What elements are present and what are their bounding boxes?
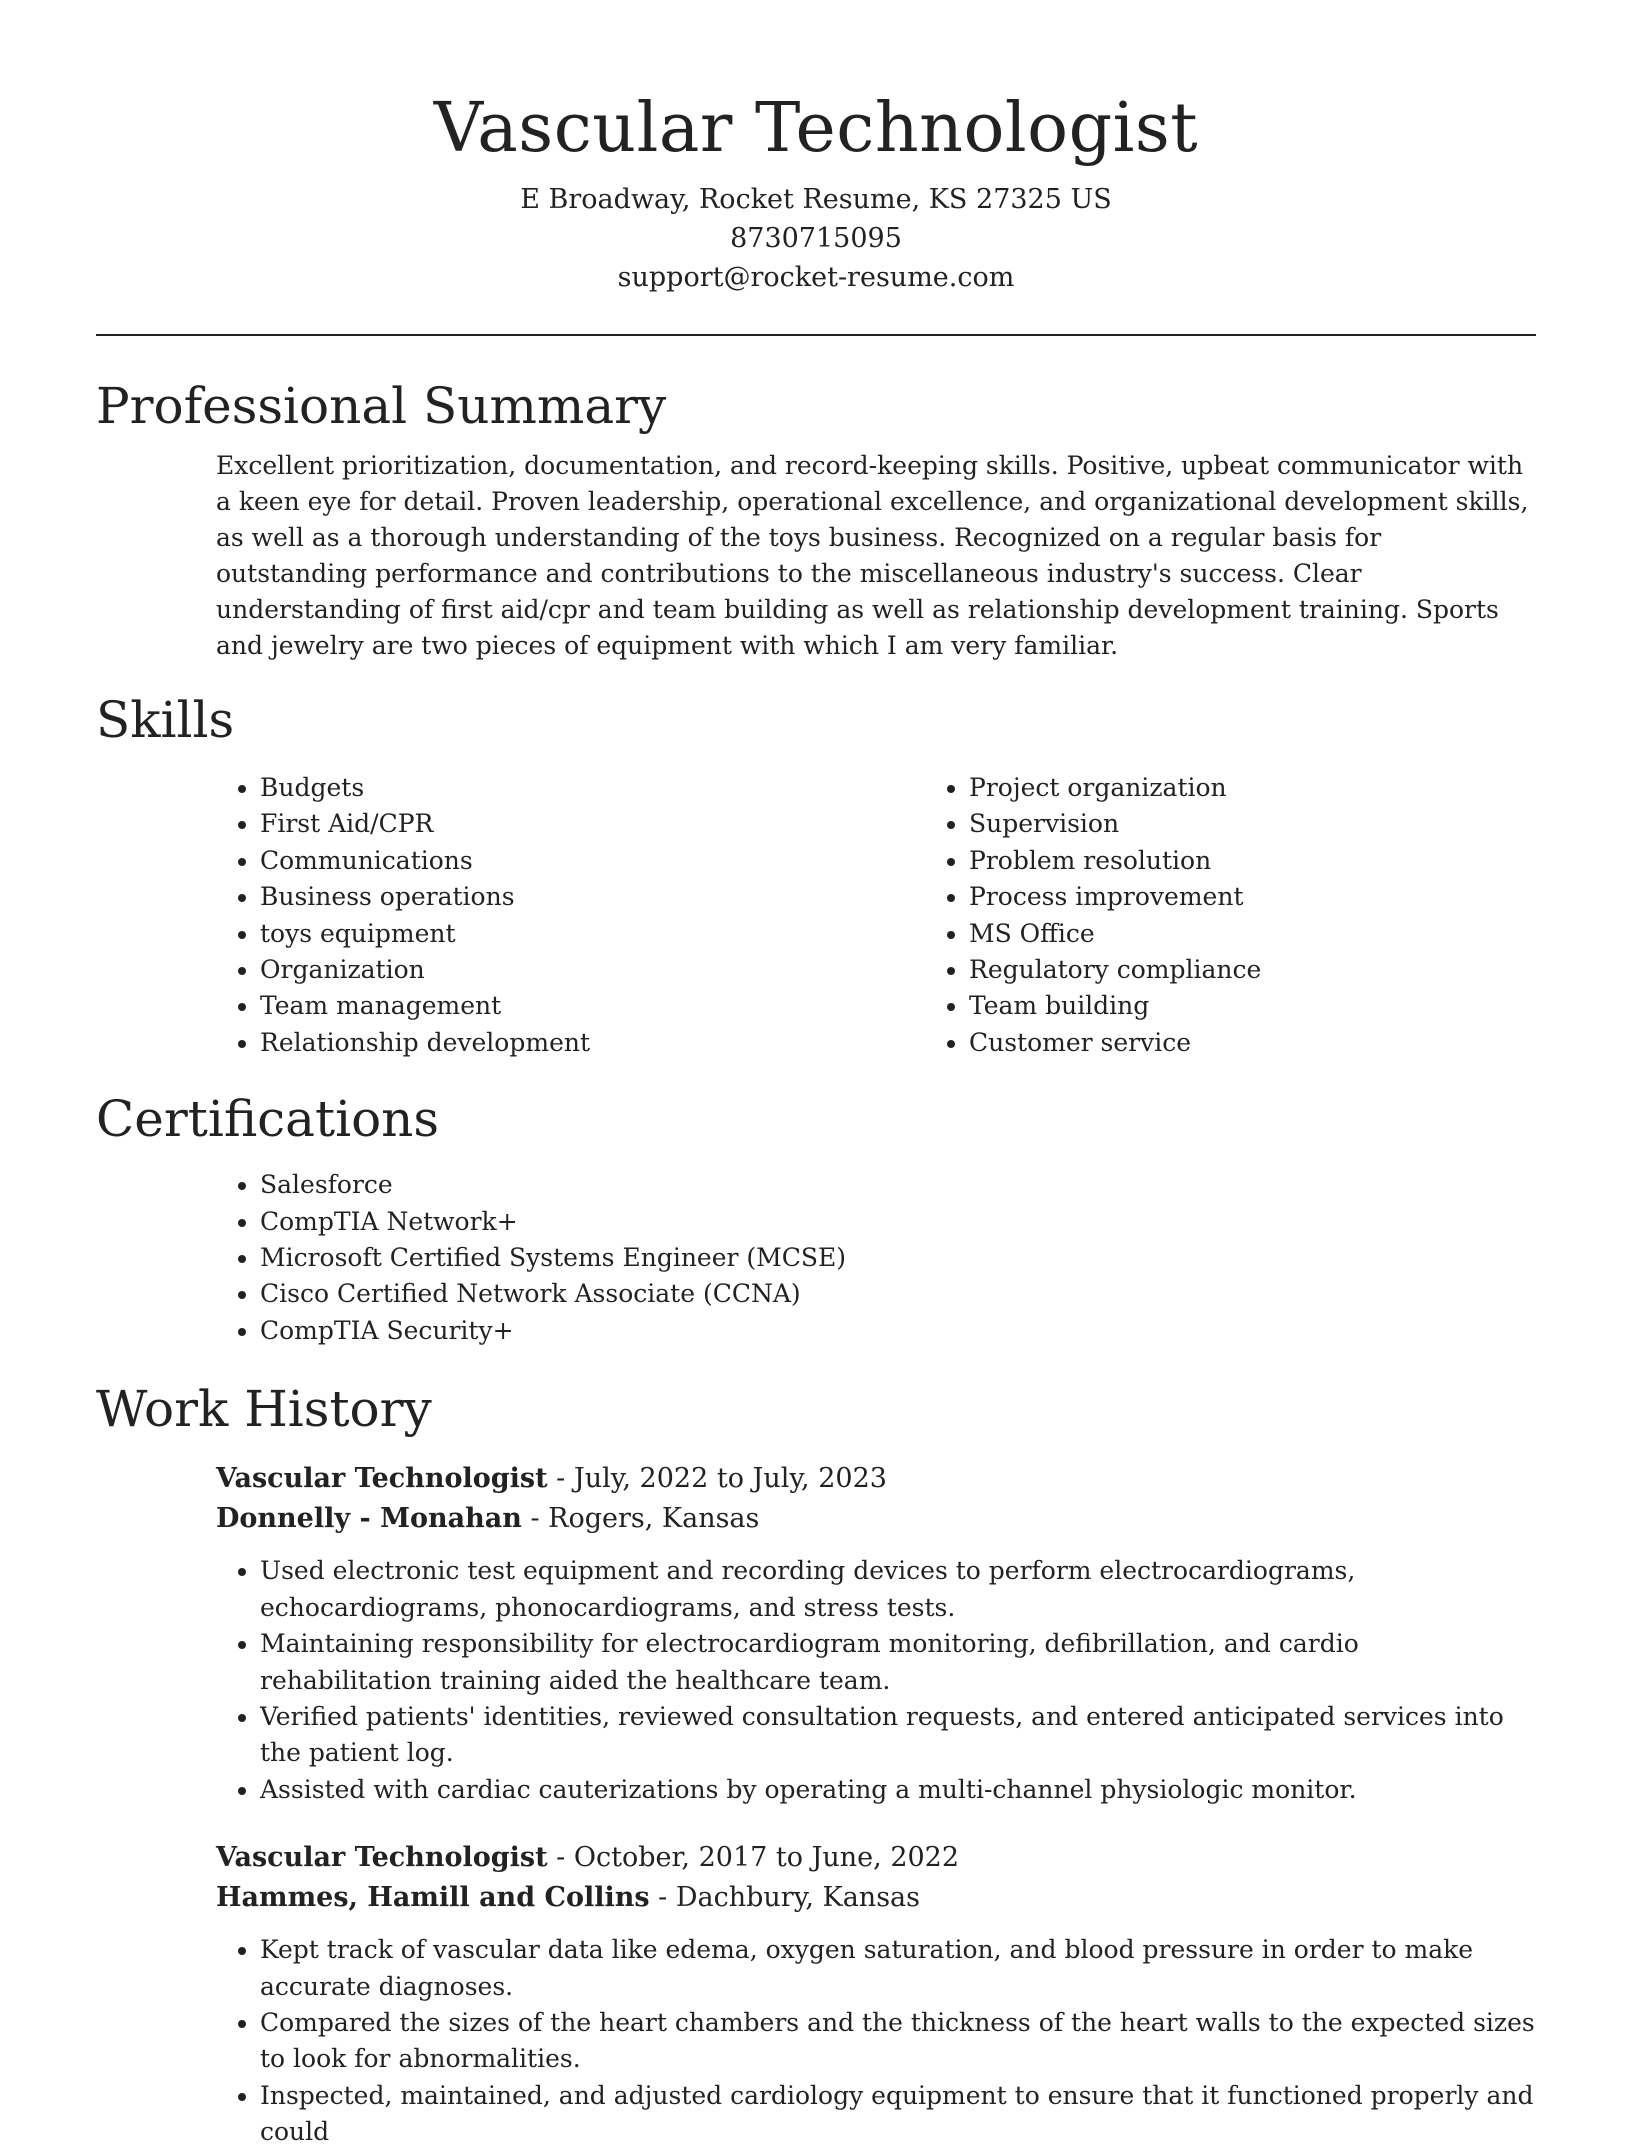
- certification-item: • CompTIA Network+: [260, 1204, 1536, 1240]
- job-location: - Dachbury, Kansas: [649, 1882, 920, 1914]
- job-location: - Rogers, Kansas: [521, 1503, 760, 1535]
- job-position: Vascular Technologist: [216, 1842, 548, 1874]
- job-entry: [216, 1838, 1536, 2150]
- skill-item: • MS Office: [969, 916, 1536, 952]
- certifications-section: [96, 1087, 1536, 1349]
- job-dates: - October, 2017 to June, 2022: [547, 1842, 960, 1874]
- header-divider: [96, 334, 1536, 336]
- skill-item: • Relationship development: [260, 1025, 827, 1061]
- skills-list-right: [827, 770, 1536, 1061]
- job-bullet: • Verified patients' identities, reviewed consultation requests, and entered anticipated services into the patient log.: [260, 1699, 1536, 1772]
- candidate-name: Vascular Technologist: [433, 89, 1199, 168]
- certification-item: • Salesforce: [260, 1167, 1536, 1203]
- summary-title: Professional Summary: [96, 377, 667, 435]
- certifications-list: [96, 1167, 1536, 1349]
- job-bullet: • Maintaining responsibility for electrocardiogram monitoring, defibrillation, and cardio rehabilitation training aided the healthcare team.: [260, 1626, 1536, 1699]
- job-bullet: • Compared the sizes of the heart chambers and the thickness of the heart walls to the expected sizes to look for abnormalities.: [260, 2005, 1536, 2078]
- job-bullet: • Inspected, maintained, and adjusted cardiology equipment to ensure that it functioned properly and could: [260, 2078, 1536, 2151]
- job-bullets: [216, 1553, 1536, 1808]
- work-history-section: [96, 1377, 1536, 2150]
- contact-address: E Broadway, Rocket Resume, KS 27325 US: [520, 184, 1112, 215]
- contact-email: support@rocket-resume.com: [617, 262, 1015, 293]
- certification-item: • Microsoft Certified Systems Engineer (MCSE): [260, 1240, 1536, 1276]
- job-company-line: [216, 1499, 1536, 1539]
- job-bullet: • Assisted with cardiac cauterizations by operating a multi-channel physiologic monitor.: [260, 1772, 1536, 1808]
- skill-item: • Team management: [260, 988, 827, 1024]
- job-dates: - July, 2022 to July, 2023: [547, 1463, 887, 1495]
- summary-text: Excellent prioritization, documentation, and record-keeping skills. Positive, upbeat communicator with a keen eye for detail. Proven leadership, operational excellence, and organizational development skills, as well as a thorough understanding of the toys business. Recognized on a regular basis for outstanding performance and contributions to the miscellaneous industry's success. Clear understanding of first aid/cpr and team building as well as relationship development training. Sports and jewelry are two pieces of equipment with which I am very familiar.: [216, 451, 1529, 660]
- contact-phone: 8730715095: [730, 223, 902, 254]
- skills-section: [96, 688, 1536, 1061]
- skill-item: • Process improvement: [969, 879, 1536, 915]
- contact-info: [96, 180, 1536, 297]
- skill-item: • First Aid/CPR: [260, 806, 827, 842]
- skills-title: Skills: [96, 691, 235, 749]
- skill-item: • Team building: [969, 988, 1536, 1024]
- skill-item: • Project organization: [969, 770, 1536, 806]
- resume-header: [96, 0, 1536, 297]
- skill-item: • Supervision: [969, 806, 1536, 842]
- skill-item: • toys equipment: [260, 916, 827, 952]
- job-company: Hammes, Hamill and Collins: [216, 1882, 650, 1914]
- job-bullets: [216, 1932, 1536, 2150]
- job-title-line: [216, 1459, 1536, 1499]
- skill-item: • Business operations: [260, 879, 827, 915]
- job-company-line: [216, 1878, 1536, 1918]
- certification-item: • CompTIA Security+: [260, 1313, 1536, 1349]
- skill-item: • Communications: [260, 843, 827, 879]
- skill-item: • Regulatory compliance: [969, 952, 1536, 988]
- summary-section: [96, 374, 1536, 664]
- skills-list-left: [96, 770, 827, 1061]
- job-entry: [216, 1459, 1536, 1808]
- skill-item: • Organization: [260, 952, 827, 988]
- certifications-title: Certifications: [96, 1090, 440, 1149]
- skill-item: • Problem resolution: [969, 843, 1536, 879]
- job-bullet: • Used electronic test equipment and recording devices to perform electrocardiograms, echocardiograms, phonocardiograms, and stress tests.: [260, 1553, 1536, 1626]
- skill-item: • Customer service: [969, 1025, 1536, 1061]
- job-company: Donnelly - Monahan: [216, 1503, 522, 1535]
- job-title-line: [216, 1838, 1536, 1878]
- work-history-title: Work History: [96, 1380, 432, 1439]
- skills-columns: [96, 770, 1536, 1061]
- certification-item: • Cisco Certified Network Associate (CCNA): [260, 1276, 1536, 1312]
- skill-item: • Budgets: [260, 770, 827, 806]
- job-position: Vascular Technologist: [216, 1463, 548, 1495]
- job-bullet: • Kept track of vascular data like edema, oxygen saturation, and blood pressure in order to make accurate diagnoses.: [260, 1932, 1536, 2005]
